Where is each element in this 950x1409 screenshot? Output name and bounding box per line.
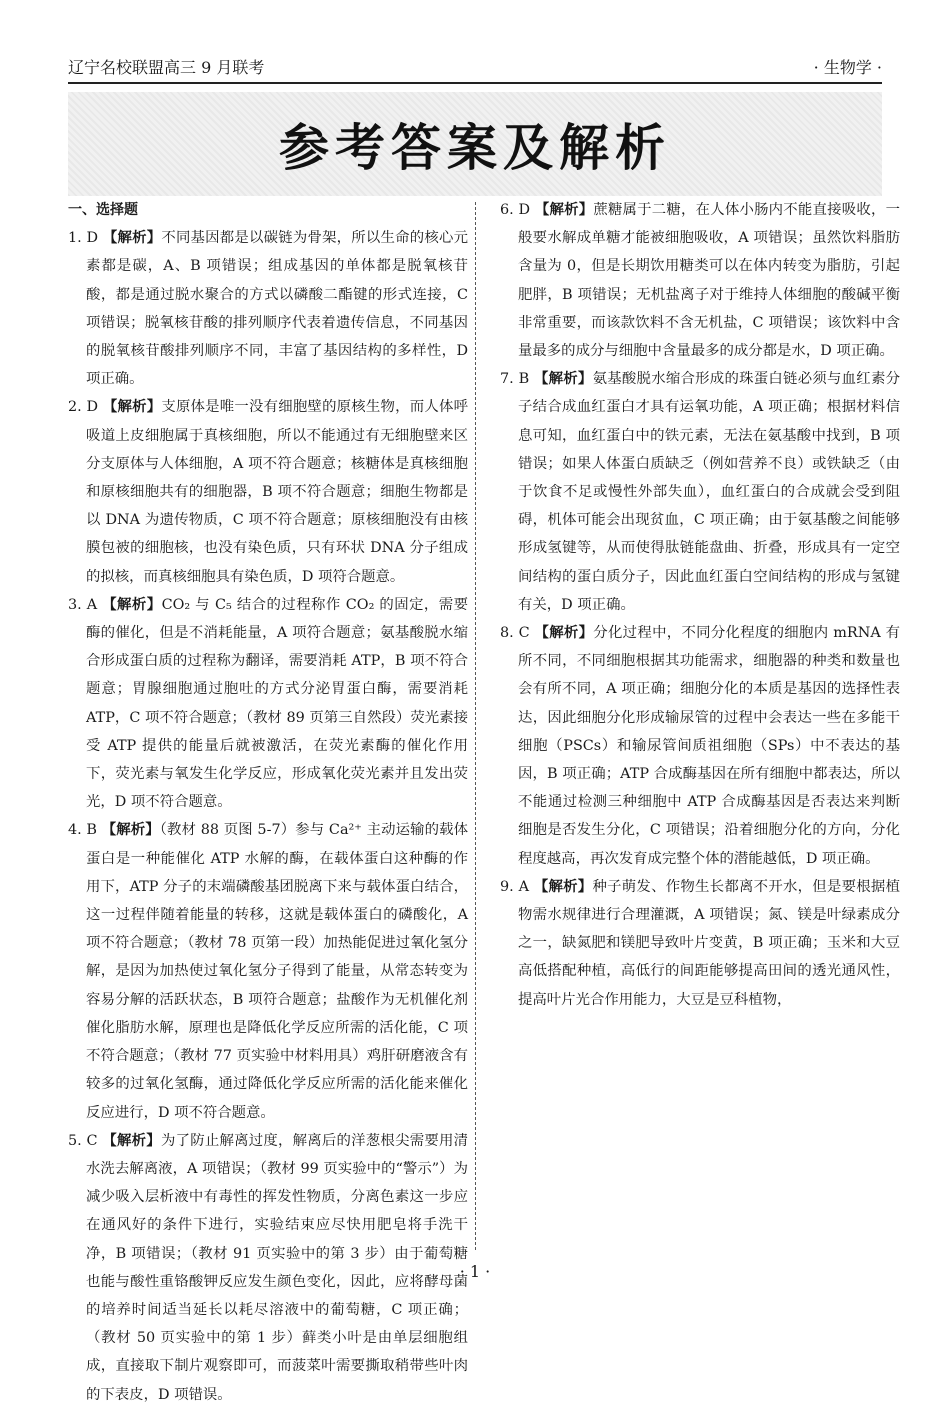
exam-title: 辽宁名校联盟高三 9 月联考	[68, 58, 265, 77]
question-8: 8. C 【解析】分化过程中，不同分化程度的细胞内 mRNA 有所不同，不同细胞根据其功能需求，细胞器的种类和数量也会有所不同，A 项正确；细胞分化的本质是基因的选择性表达，因此细胞分化形成输尿管的过程中会表达一些在多能干细胞（PSCs）和输尿管间质祖细胞（SPs）中不表达的基因，B 项正确；ATP 合成酶基因在所有细胞中都表达，所以不能通过检测三种细胞中 ATP 合成酶基因是否表达来判断细胞是否发生分化，C 项错误；沿着细胞分化的方向，分化程度越高，再次发育成完整个体的潜能越低，D 项正确。	[500, 625, 900, 867]
question-4: 4. B 【解析】（教材 88 页图 5-7）参与 Ca²⁺ 主动运输的载体蛋白是一种能催化 ATP 水解的酶，在载体蛋白这种酶的作用下，ATP 分子的末端磷酸基团脱离下来与载体蛋白结合，这一过程伴随着能量的转移，这就是载体蛋白的磷酸化，A 项不符合题意；（教材 78 页第一段）加热能促进过氧化氢分解，是因为加热使过氧化氢分子得到了能量，从常态转变为容易分解的活跃状态，B 项符合题意；盐酸作为无机催化剂催化脂肪水解，原理也是降低化学反应所需的活化能，C 项不符合题意；（教材 77 页实验中材料用具）鸡肝研磨液含有较多的过氧化氢酶，通过降低化学反应所需的活化能来催化反应进行，D 项不符合题意。	[68, 822, 468, 1121]
question-7: 7. B 【解析】氨基酸脱水缩合形成的珠蛋白链必须与血红素分子结合成血红蛋白才具有运氧功能，A 项正确；根据材料信息可知，血红蛋白中的铁元素，无法在氨基酸中找到，B 项错误；如果人体蛋白质缺乏（例如营养不良）或铁缺乏（由于饮食不足或慢性外部失血），血红蛋白的合成就会受到阻碍，机体可能会出现贫血，C 项正确；由于氨基酸之间能够形成氢键等，从而使得肽链能盘曲、折叠，形成具有一定空间结构的蛋白质分子，因此血红蛋白空间结构的形成与氢键有关，D 项正确。	[500, 371, 900, 613]
right-column	[500, 196, 900, 1014]
section-heading: 一、选择题	[68, 202, 138, 218]
question-6: 6. D 【解析】蔗糖属于二糖，在人体小肠内不能直接吸收，一般要水解成单糖才能被细胞吸收，A 项错误；虽然饮料脂肪含量为 0，但是长期饮用糖类可以在体内转变为脂肪，引起肥胖，B 项错误；无机盐离子对于维持人体细胞的酸碱平衡非常重要，而该款饮料不含无机盐，C 项错误；该饮料中含量最多的成分与细胞中含量最多的成分都是水，D 项正确。	[500, 202, 900, 360]
question-2: 2. D 【解析】支原体是唯一没有细胞壁的原核生物，而人体呼吸道上皮细胞属于真核细胞，所以不能通过有无细胞壁来区分支原体与人体细胞，A 项不符合题意；核糖体是真核细胞和原核细胞共有的细胞器，B 项不符合题意；细胞生物都是以 DNA 为遗传物质，C 项不符合题意；原核细胞没有由核膜包被的细胞核，也没有染色质，只有环状 DNA 分子组成的拟核，而真核细胞具有染色质，D 项符合题意。	[68, 399, 468, 585]
question-1: 1. D 【解析】不同基因都是以碳链为骨架，所以生命的核心元素都是碳，A、B 项错误；组成基因的单体都是脱氧核苷酸，都是通过脱水聚合的方式以磷酸二酯键的形式连接，C 项错误；脱氧核苷酸的排列顺序代表着遗传信息，不同基因的脱氧核苷酸排列顺序不同，丰富了基因结构的多样性，D 项正确。	[68, 230, 468, 388]
title-banner	[68, 92, 882, 196]
question-5: 5. C 【解析】为了防止解离过度，解离后的洋葱根尖需要用清水洗去解离液，A 项错误；（教材 99 页实验中的“警示”）为减少吸入层析液中有毒性的挥发性物质，分离色素这一步应在通风好的条件下进行，实验结束应尽快用肥皂将手洗干净，B 项错误；（教材 91 页实验中的第 3 步）由于葡萄糖也能与酸性重铬酸钾反应发生颜色变化，因此，应将酵母菌的培养时间适当延长以耗尽溶液中的葡萄糖，C 项正确；（教材 50 页实验中的第 1 步）藓类小叶是由单层细胞组成，直接取下制片观察即可，而菠菜叶需要撕取稍带些叶肉的下表皮，D 项错误。	[68, 1132, 468, 1403]
page-title: 参考答案及解析	[279, 119, 671, 177]
page-header	[68, 52, 882, 84]
page-number: · 1 ·	[459, 1262, 491, 1281]
left-column	[68, 196, 468, 1409]
question-9: 9. A 【解析】种子萌发、作物生长都离不开水，但是要根据植物需水规律进行合理灌溉，A 项错误；氮、镁是叶绿素成分之一，缺氮肥和镁肥导致叶片变黄，B 项正确；玉米和大豆高低搭配种植，高低行的间距能够提高田间的透光通风性，提高叶片光合作用能力，大豆是豆科植物，	[500, 878, 900, 1008]
subject-label: · 生物学 ·	[813, 58, 882, 77]
question-3: 3. A 【解析】CO₂ 与 C₅ 结合的过程称作 CO₂ 的固定，需要酶的催化，但是不消耗能量，A 项符合题意；氨基酸脱水缩合形成蛋白质的过程称为翻译，需要消耗 ATP，B 项不符合题意；胃腺细胞通过胞吐的方式分泌胃蛋白酶，需要消耗 ATP，C 项不符合题意；（教材 89 页第三自然段）荧光素接受 ATP 提供的能量后就被激活，在荧光素酶的催化作用下，荧光素与氧发生化学反应，形成氧化荧光素并且发出荧光，D 项不符合题意。	[68, 596, 468, 811]
column-divider	[475, 202, 476, 1250]
